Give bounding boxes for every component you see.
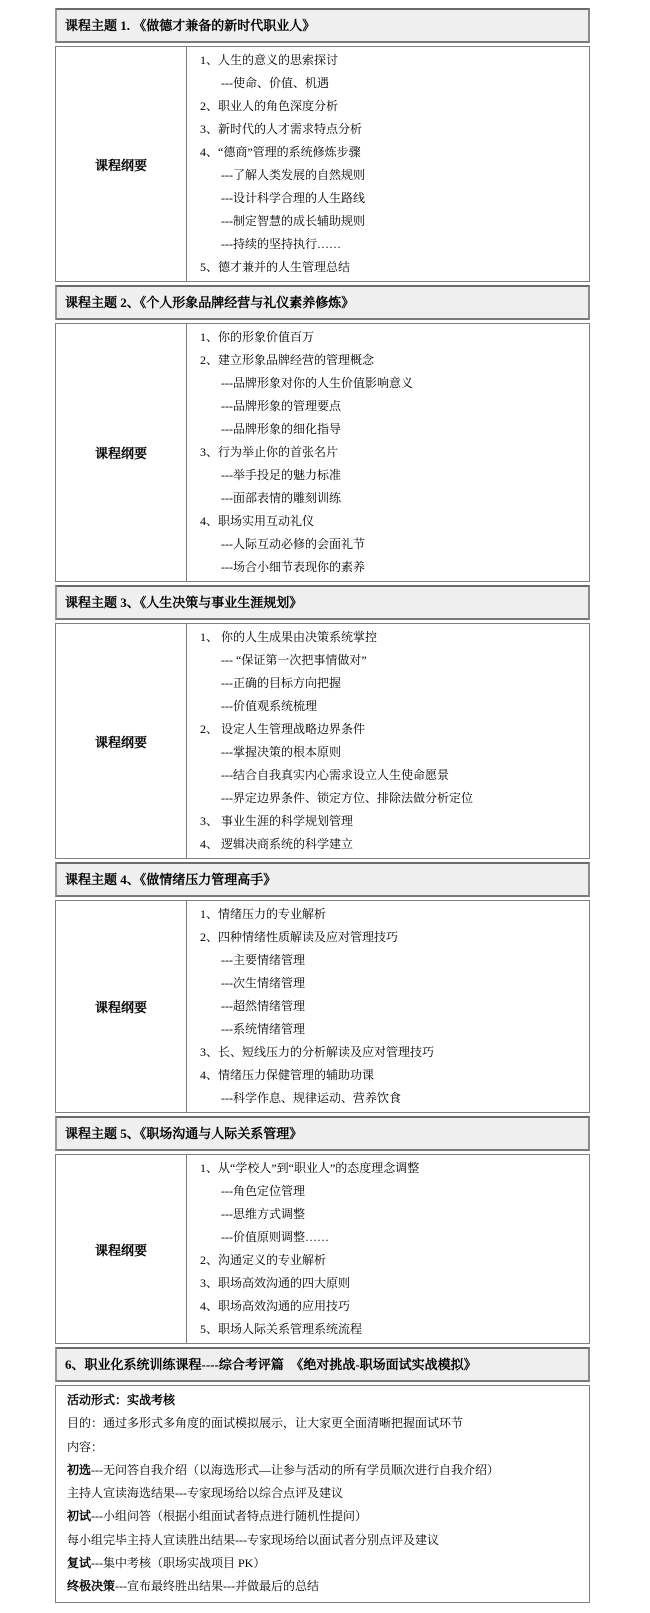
outline-item: ---结合自我真实内心需求设立人生使命愿景	[221, 768, 449, 782]
outline-item: ---次生情绪管理	[221, 976, 305, 990]
outline-item: ---价值观系统梳理	[221, 699, 317, 713]
activity-line: 内容：	[67, 1439, 104, 1454]
section-3-outline-label: 课程纲要	[55, 623, 187, 859]
outline-item: ---主要情绪管理	[221, 953, 305, 967]
section-5-outline-label: 课程纲要	[55, 1154, 187, 1344]
activity-line: 每小组完毕主持人宣读胜出结果---专家现场给以面试者分别点评及建议	[67, 1532, 439, 1547]
section-1-outline-items	[186, 46, 590, 282]
outline-item: ---了解人类发展的自然规则	[221, 168, 365, 182]
outline-item: 4、情绪压力保健管理的辅助功课	[200, 1068, 375, 1082]
outline-item: 4、 逻辑决商系统的科学建立	[200, 837, 354, 851]
outline-item: ---界定边界条件、锁定方位、排除法做分析定位	[221, 791, 473, 805]
section-3-title: 课程主题 3、《人生决策与事业生涯规划》	[55, 585, 590, 620]
outline-item: 3、新时代的人才需求特点分析	[200, 122, 363, 136]
section-4-outline-items	[186, 900, 590, 1113]
outline-item: 2、建立形象品牌经营的管理概念	[200, 353, 375, 367]
section-5-title: 课程主题 5、《职场沟通与人际关系管理》	[55, 1116, 590, 1151]
outline-item: ---系统情绪管理	[221, 1022, 305, 1036]
section-2-title: 课程主题 2、《个人形象品牌经营与礼仪素养修炼》	[55, 285, 590, 320]
section-5-body	[55, 1154, 590, 1344]
outline-item: ---人际互动必修的会面礼节	[221, 537, 365, 551]
section-2-outline-label: 课程纲要	[55, 323, 187, 582]
section-3-outline-items	[186, 623, 590, 859]
outline-item: ---思维方式调整	[221, 1207, 305, 1221]
outline-item: --- “保证第一次把事情做对”	[221, 653, 367, 667]
outline-item: ---面部表情的雕刻训练	[221, 491, 341, 505]
outline-item: 1、 你的人生成果由决策系统掌控	[200, 630, 378, 644]
outline-item: 5、职场人际关系管理系统流程	[200, 1322, 363, 1336]
outline-item: 5、德才兼并的人生管理总结	[200, 260, 351, 274]
outline-item: ---举手投足的魅力标准	[221, 468, 341, 482]
section-2-body	[55, 323, 590, 582]
outline-item: 3、长、短线压力的分析解读及应对管理技巧	[200, 1045, 435, 1059]
section-6-activity-details	[55, 1385, 590, 1603]
section-1-title: 课程主题 1. 《做德才兼备的新时代职业人》	[55, 8, 590, 43]
outline-item: 2、 设定人生管理战略边界条件	[200, 722, 366, 736]
outline-item: ---场合小细节表现你的素养	[221, 560, 365, 574]
outline-item: ---品牌形象的管理要点	[221, 399, 341, 413]
activity-line: 初选---无问答自我介绍（以海选形式—让参与活动的所有学员顺次进行自我介绍）	[67, 1462, 500, 1477]
outline-item: 2、沟通定义的专业解析	[200, 1253, 327, 1267]
outline-item: 4、职场实用互动礼仪	[200, 514, 315, 528]
activity-line: 活动形式：实战考核	[67, 1393, 176, 1407]
outline-item: 1、情绪压力的专业解析	[200, 907, 327, 921]
outline-item: 3、行为举止你的首张名片	[200, 445, 339, 459]
outline-item: ---品牌形象对你的人生价值影响意义	[221, 376, 413, 390]
activity-line: 目的：通过多形式多角度的面试模拟展示，让大家更全面清晰把握面试环节	[67, 1416, 464, 1431]
section-4-outline-label: 课程纲要	[55, 900, 187, 1113]
outline-item: 1、从“学校人”到“职业人”的态度理念调整	[200, 1161, 420, 1175]
outline-item: ---持续的坚持执行……	[221, 237, 341, 251]
outline-item: 2、四种情绪性质解读及应对管理技巧	[200, 930, 399, 944]
outline-item: ---制定智慧的成长辅助规则	[221, 214, 365, 228]
activity-line: 主持人宣读海选结果---专家现场给以综合点评及建议	[67, 1486, 343, 1501]
outline-item: 4、“德商”管理的系统修炼步骤	[200, 145, 361, 159]
section-5-outline-items	[186, 1154, 590, 1344]
outline-item: ---角色定位管理	[221, 1184, 305, 1198]
outline-item: ---科学作息、规律运动、营养饮食	[221, 1091, 401, 1105]
section-4-body	[55, 900, 590, 1113]
section-1-body	[55, 46, 590, 282]
outline-item: ---设计科学合理的人生路线	[221, 191, 365, 205]
section-3-body	[55, 623, 590, 859]
outline-item: ---品牌形象的细化指导	[221, 422, 341, 436]
outline-item: ---掌握决策的根本原则	[221, 745, 341, 759]
outline-item: 1、人生的意义的思索探讨	[200, 53, 339, 67]
section-1-outline-label: 课程纲要	[55, 46, 187, 282]
outline-item: 3、 事业生涯的科学规划管理	[200, 814, 354, 828]
activity-line: 终极决策---宣布最终胜出结果---并做最后的总结	[67, 1579, 319, 1594]
outline-item: 2、职业人的角色深度分析	[200, 99, 339, 113]
activity-line: 初试---小组问答（根据小组面试者特点进行随机性提问）	[67, 1509, 368, 1524]
section-4-title: 课程主题 4、《做情绪压力管理高手》	[55, 862, 590, 897]
outline-item: ---使命、价值、机遇	[221, 76, 329, 90]
activity-line: 复试---集中考核（职场实战项目 PK）	[67, 1556, 266, 1571]
outline-item: 1、你的形象价值百万	[200, 330, 315, 344]
outline-item: ---价值原则调整……	[221, 1230, 329, 1244]
outline-item: ---超然情绪管理	[221, 999, 305, 1013]
outline-item: 4、职场高效沟通的应用技巧	[200, 1299, 351, 1313]
section-6-title: 6、职业化系统训练课程----综合考评篇 《绝对挑战-职场面试实战模拟》	[55, 1347, 590, 1382]
outline-item: ---正确的目标方向把握	[221, 676, 341, 690]
section-2-outline-items	[186, 323, 590, 582]
outline-item: 3、职场高效沟通的四大原则	[200, 1276, 351, 1290]
